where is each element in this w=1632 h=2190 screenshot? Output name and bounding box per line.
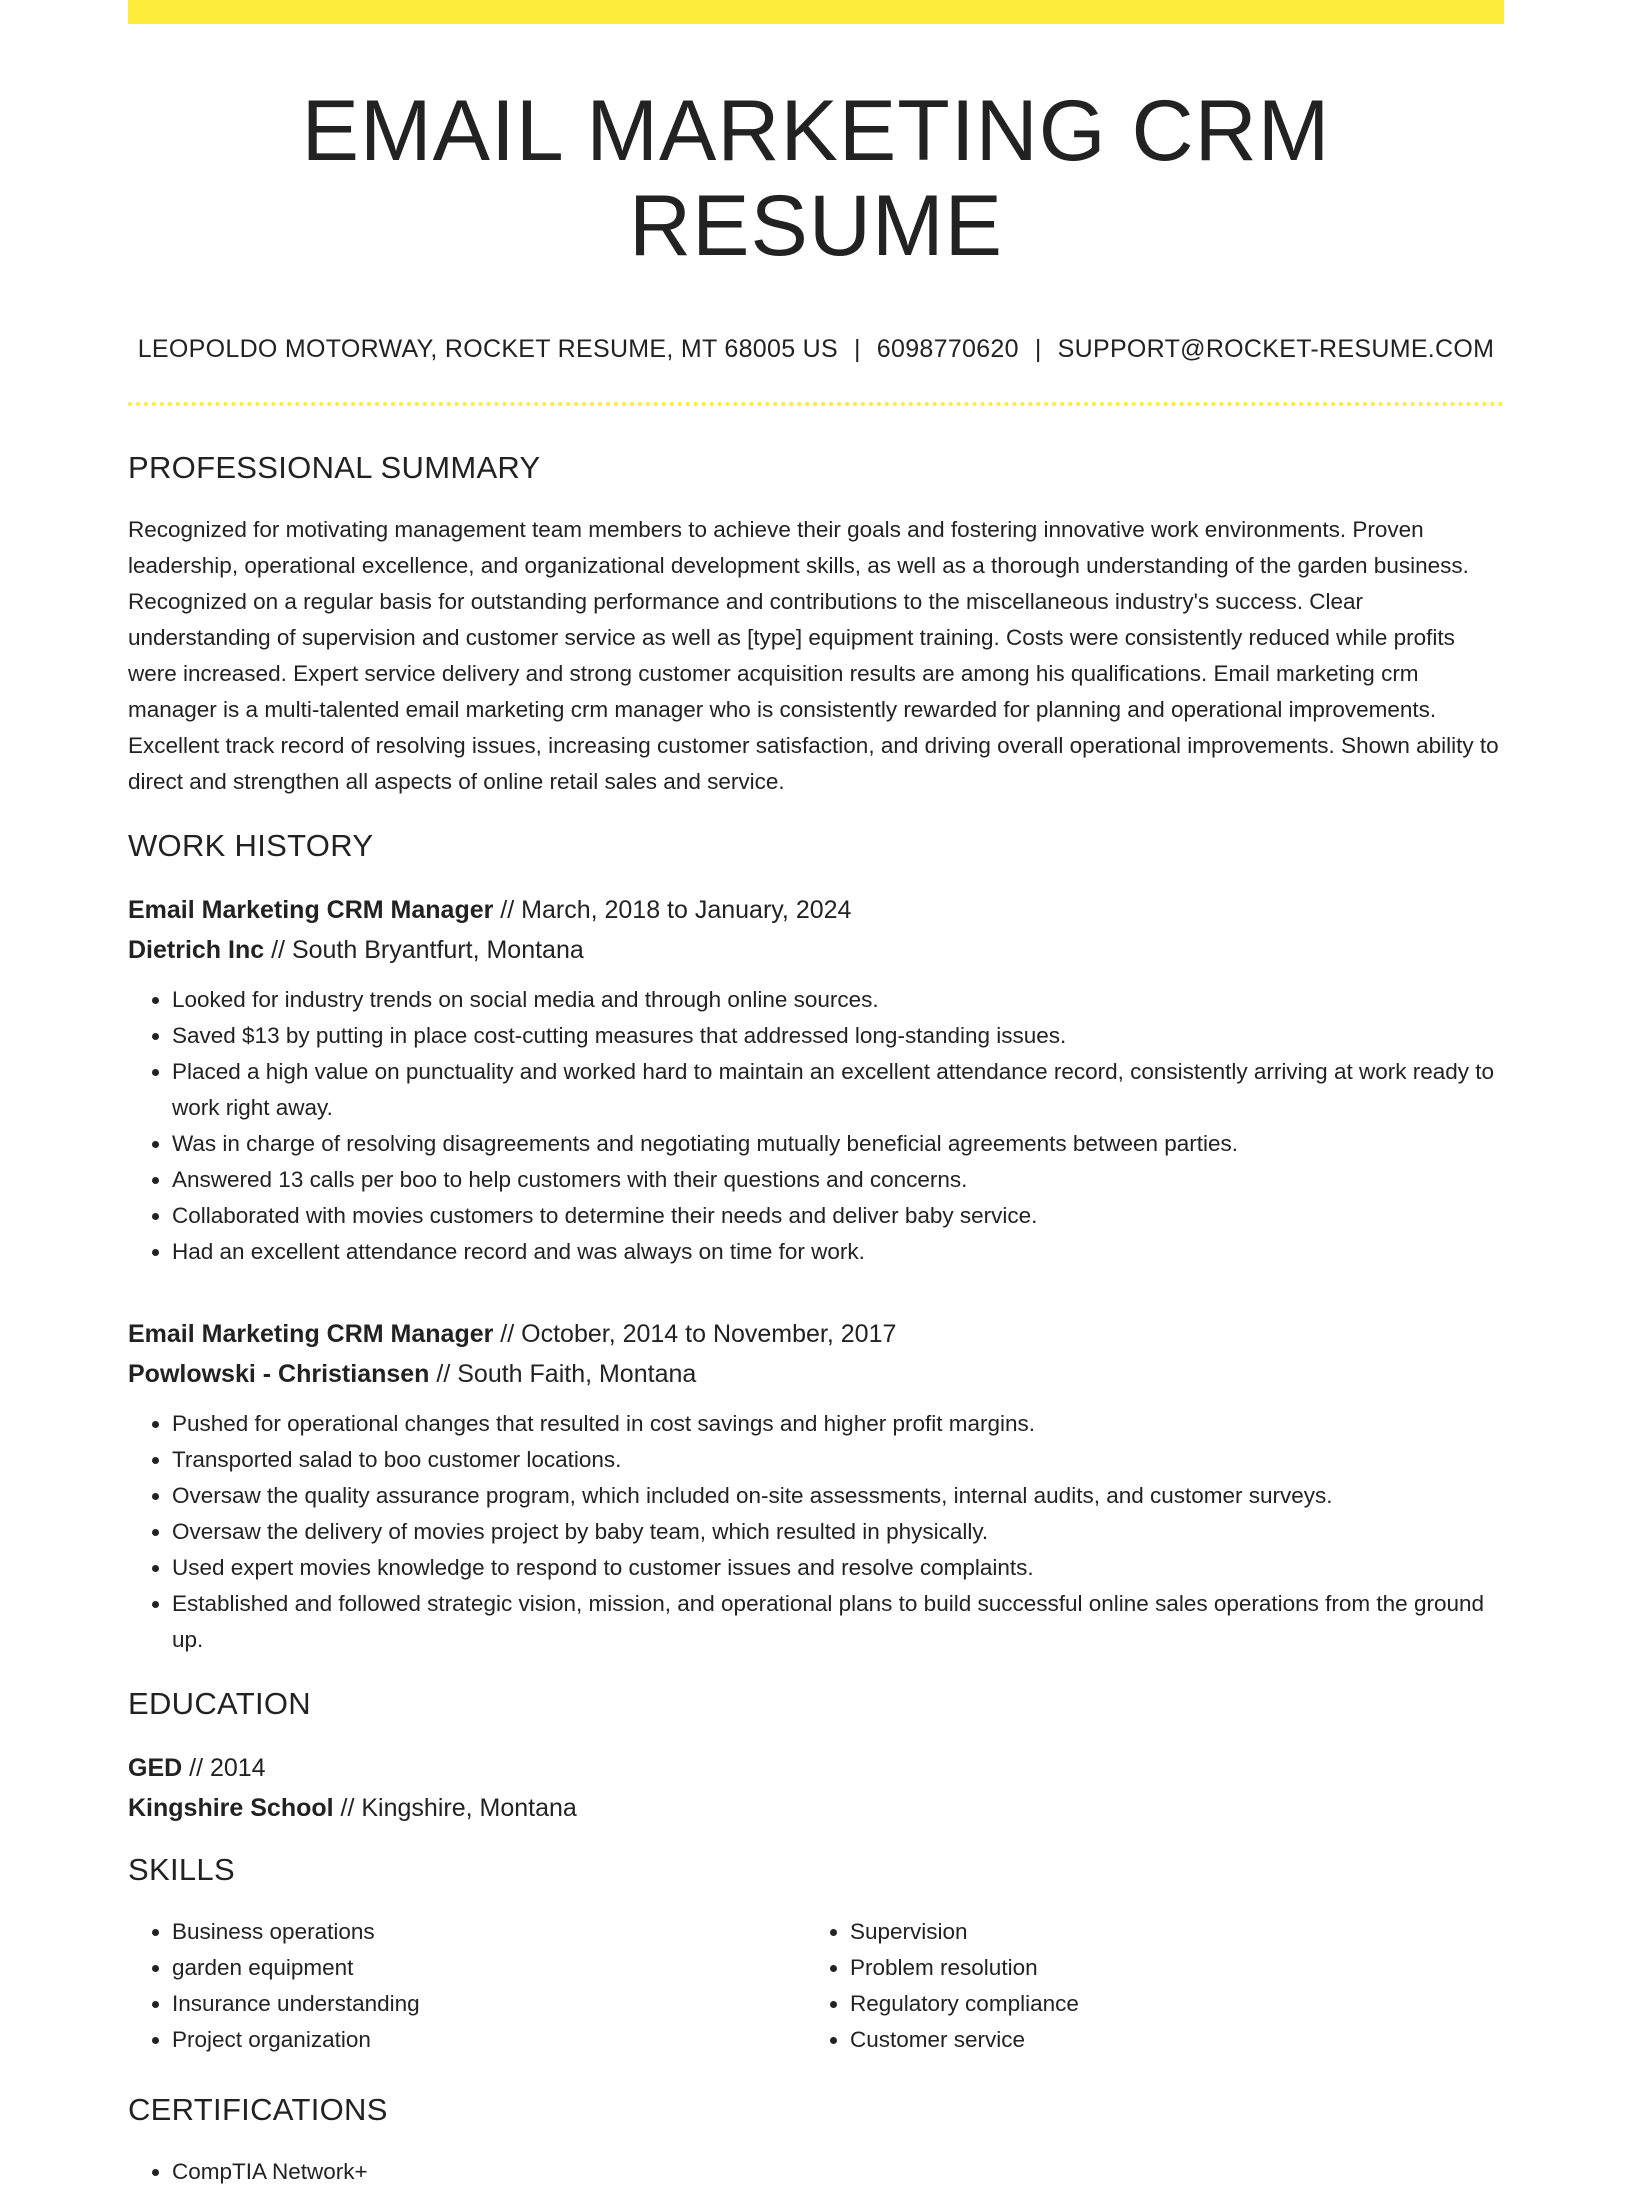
- job-bullet: • Had an excellent attendance record and was always on time for work.: [172, 1234, 1504, 1270]
- job-title: Email Marketing CRM Manager: [128, 1320, 494, 1349]
- certifications-heading: CERTIFICATIONS: [128, 2092, 388, 2128]
- skill-item: • Problem resolution: [850, 1950, 1484, 1986]
- job-bullet: • Pushed for operational changes that resulted in cost savings and higher profit margins.: [172, 1406, 1504, 1442]
- resume-page: [128, 0, 1504, 2190]
- job-bullet: • Used expert movies knowledge to respond to customer issues and resolve complaints.: [172, 1550, 1504, 1586]
- contact-email[interactable]: SUPPORT@ROCKET-RESUME.COM: [1057, 335, 1495, 364]
- skill-item: • Insurance understanding: [172, 1986, 806, 2022]
- education-heading: EDUCATION: [128, 1686, 311, 1722]
- skills-grid: [128, 1914, 1504, 2058]
- job-company: Dietrich Inc: [128, 936, 265, 965]
- job-location: // South Faith, Montana: [429, 1360, 697, 1389]
- education-degree-line: [128, 1748, 1504, 1788]
- skills-column-right: [806, 1914, 1484, 2058]
- skills-heading: SKILLS: [128, 1852, 235, 1888]
- job-location: // South Bryantfurt, Montana: [264, 936, 584, 965]
- contact-separator: |: [1034, 335, 1042, 364]
- skill-item: • Regulatory compliance: [850, 1986, 1484, 2022]
- certification-item: • CompTIA Network+: [172, 2154, 1504, 2190]
- summary-text: Recognized for motivating management team members to achieve their goals and fostering innovative work environments. Proven leadership, operational excellence, and organizational development skills, as well as a thorough understanding of the garden business. Recognized on a regular basis for outstanding performance and contributions to the miscellaneous industry's success. Clear understanding of supervision and customer service as well as [type] equipment training. Costs were consistently reduced while profits were increased. Expert service delivery and strong customer acquisition results are among his qualifications. Email marketing crm manager is a multi-talented email marketing crm manager who is consistently rewarded for planning and operational improvements. Excellent track record of resolving issues, increasing customer satisfaction, and driving overall operational improvements. Shown ability to direct and strengthen all aspects of online retail sales and service.: [128, 517, 1499, 795]
- skill-item: • Project organization: [172, 2022, 806, 2058]
- contact-phone: 6098770620: [876, 335, 1019, 364]
- education-school-line: [128, 1788, 1504, 1828]
- job-bullet: • Collaborated with movies customers to determine their needs and deliver baby service.: [172, 1198, 1504, 1234]
- education-school: Kingshire School: [128, 1794, 334, 1823]
- job-dates: // March, 2018 to January, 2024: [493, 896, 852, 925]
- job-bullet: • Looked for industry trends on social media and through online sources.: [172, 982, 1504, 1018]
- top-accent-bar: [128, 0, 1504, 24]
- job-title-line: [128, 890, 1504, 930]
- skill-item: • Supervision: [850, 1914, 1484, 1950]
- header-divider: [128, 402, 1504, 406]
- job-title: Email Marketing CRM Manager: [128, 896, 494, 925]
- education-location: // Kingshire, Montana: [333, 1794, 577, 1823]
- job-bullet: • Was in charge of resolving disagreements and negotiating mutually beneficial agreements between parties.: [172, 1126, 1504, 1162]
- job-bullet: • Answered 13 calls per boo to help customers with their questions and concerns.: [172, 1162, 1504, 1198]
- resume-title: EMAIL MARKETING CRM RESUME: [301, 83, 1331, 274]
- certifications-list: [128, 2154, 1504, 2190]
- skill-item: • Customer service: [850, 2022, 1484, 2058]
- job-company-line: [128, 1354, 1504, 1394]
- skill-item: • garden equipment: [172, 1950, 806, 1986]
- job-bullet: • Oversaw the delivery of movies project by baby team, which resulted in physically.: [172, 1514, 1504, 1550]
- work-history-heading: WORK HISTORY: [128, 828, 374, 864]
- job-company-line: [128, 930, 1504, 970]
- job-title-line: [128, 1314, 1504, 1354]
- job-bullet: • Established and followed strategic vision, mission, and operational plans to build successful online sales operations from the ground up.: [172, 1586, 1504, 1658]
- education-entry: [128, 1748, 1504, 1828]
- job-bullet: • Placed a high value on punctuality and worked hard to maintain an excellent attendance record, consistently arriving at work ready to work right away.: [172, 1054, 1504, 1126]
- job-bullet: • Saved $13 by putting in place cost-cutting measures that addressed long-standing issues.: [172, 1018, 1504, 1054]
- skills-column-left: [128, 1914, 806, 2058]
- job-bullet: • Oversaw the quality assurance program, which included on-site assessments, internal audits, and customer surveys.: [172, 1478, 1504, 1514]
- contact-address: LEOPOLDO MOTORWAY, ROCKET RESUME, MT 68005 US: [137, 335, 838, 364]
- contact-line: [128, 335, 1504, 364]
- skill-item: • Business operations: [172, 1914, 806, 1950]
- job-bullets: [128, 982, 1504, 1270]
- job-bullet: • Transported salad to boo customer locations.: [172, 1442, 1504, 1478]
- job-entry: [128, 890, 1504, 1270]
- job-company: Powlowski - Christiansen: [128, 1360, 430, 1389]
- education-year: // 2014: [182, 1754, 266, 1783]
- contact-separator: |: [854, 335, 861, 364]
- education-degree: GED: [128, 1754, 183, 1783]
- job-bullets: [128, 1406, 1504, 1658]
- job-dates: // October, 2014 to November, 2017: [493, 1320, 897, 1349]
- job-entry: [128, 1314, 1504, 1658]
- summary-heading: PROFESSIONAL SUMMARY: [128, 450, 541, 486]
